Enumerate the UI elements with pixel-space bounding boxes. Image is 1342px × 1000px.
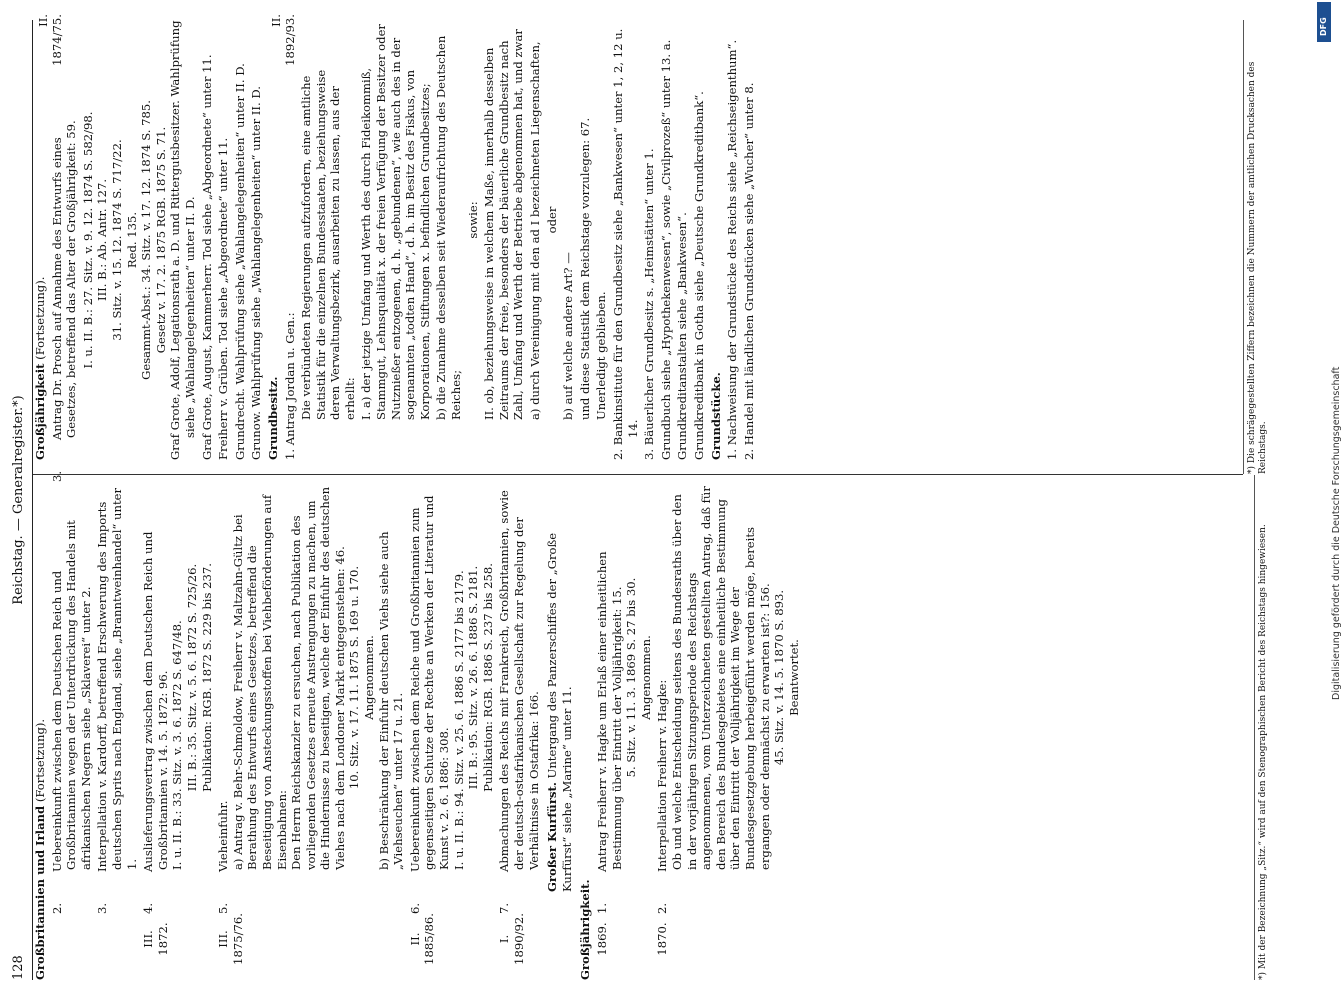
- entry-text: Auslieferungsvertrag zwischen dem Deutschen Reich und Großbritannien v. 14. 5. 1872: 96.: [141, 531, 170, 872]
- entry-sub-line: Den Herrn Reichskanzler zu ersuchen, nach Publikation des vorliegenden Gesetzes erneute Anstrengungen zu machen, um die Hindernisse zu beseitigen, welche der Einfuhr des deutschen Viehes nach dem Londoner Markt entgegenstehen: 46.: [289, 486, 347, 870]
- entry-sub-line: Publikation: RGB. 1872 S. 229 bis 237.: [199, 563, 214, 792]
- entry-list: [595, 485, 801, 980]
- entry-text: Die verbündeten Regierungen aufzufordern, eine amtliche Statistik für die einzelnen Bundesstaaten, beziehungsweise deren Verwaltungsbezirk, ausarbeiten zu lassen, aus der erhellt:: [299, 69, 357, 420]
- entry-sub-line: Ob und welche Entscheidung seitens des Bundesraths über den in der vorjährigen Sitzungsperiode des Reichstags angenommenen, vom Unterzeichneten gestellten Antrag, daß für den Bereich des Bundesgebietes eine einheitliche Bestimmung über den Eintritt der Volljährigkeit im Wege der Bundesgesetzgebung herbeigeführt werden möge, bereits ergangen oder demnächst zu erwarten ist?: 156.: [669, 486, 772, 870]
- entry-text: Graf Grote, Adolf, Legationsrath a. D. und Rittergutsbesitzer. Wahlprüfung siehe „Wahlangelegenheiten“ unter II. D.: [168, 20, 197, 460]
- section-suffix: (Fortsetzung).: [33, 718, 47, 803]
- entry-body: [95, 485, 139, 914]
- entry-head: Großer Kurfürst.: [545, 782, 560, 892]
- entry-number: 7.: [497, 902, 512, 914]
- margin-year: I. 1890/92.: [497, 913, 526, 965]
- entry-sub-line: 10. Sitz. v. 17. 11. 1875 S. 169 u. 170.: [347, 565, 362, 790]
- register-entry: [50, 485, 94, 980]
- entry-sub-list: [81, 20, 169, 460]
- page-number: 128: [11, 955, 26, 980]
- entry-sub-line: Angenommen.: [638, 635, 653, 720]
- entry-sub-line: II. ob, beziehungsweise in welchem Maße, innerhalb desselben Zeitraums der freie, besonders der bäuerliche Grundbesitz nach Zahl, Umfang und Werth der Betriebe abgenommen hat, und zwar: [482, 29, 526, 420]
- dfg-logo-text: DFG: [1319, 17, 1328, 36]
- register-entry: [497, 485, 541, 980]
- section-title: Großbritannien und Irland: [33, 805, 47, 980]
- margin-year: II. 1892/93.: [268, 14, 298, 66]
- footnote: *) Mit der Bezeichnung „Sitz.“ wird auf den Stenographischen Bericht des Reichstags hingewiesen.: [1254, 475, 1269, 980]
- entry-sub-line: I. u. II. B.: 33. Sitz. v. 3. 6. 1872 S. 647/48.: [170, 620, 185, 870]
- entry-text: Freiherr v. Grüben. Tod siehe „Abgeordnete“ unter 11.: [216, 137, 231, 460]
- entry-head: Grundstücke.: [708, 372, 723, 460]
- register-entry: [655, 485, 801, 980]
- entry-text: Vieheinfuhr.: [216, 800, 231, 872]
- entry-body: [655, 485, 670, 914]
- entry-sub-line: sowie:: [465, 201, 480, 239]
- margin-year: III. 1875/76.: [216, 913, 245, 965]
- entry-sub-line: b) Beschränkung der Einfuhr deutschen Viehs siehe auch „Viehseuchen“ unter 17 u. 21.: [376, 531, 406, 870]
- entry-body: [141, 485, 170, 914]
- entry-text: 1. Nachweisung der Grundstücke des Reichs siehe „Reichseigenthum“.: [725, 39, 740, 460]
- entry-sub-line: b) auf welche andere Art? —: [561, 252, 576, 420]
- entry-number: 4.: [141, 902, 156, 914]
- entry-sub-line: Beantwortet.: [786, 639, 801, 716]
- entry-text: Interpellation v. Kardorff, betreffend Erschwerung des Imports deutschen Sprits nach England, siehe „Branntweinhandel“ unter 1.: [95, 487, 139, 872]
- entry-text: 3. Bäuerlicher Grundbesitz s. „Heimstätten“ unter 1.: [642, 148, 657, 460]
- entry-text: 1. Antrag Jordan u. Gen.:: [282, 312, 297, 460]
- entry-body: [497, 485, 541, 914]
- register-entry: [595, 485, 653, 980]
- entry-sub-line: 45. Sitz. v. 14. 5. 1870 S. 893.: [772, 589, 787, 766]
- entry-text: Grundkreditbank in Gotha siehe „Deutsche Grundkreditbank“.: [691, 91, 706, 460]
- entry-sub-line: oder: [544, 206, 559, 234]
- entry-sub-line: Publikation: RGB. 1886 S. 237 bis 258.: [480, 563, 495, 792]
- margin-year: II. 1874/75.: [35, 14, 65, 66]
- entry-text: Graf Grote, August, Kammerherr. Tod siehe „Abgeordnete“ unter 11.: [199, 54, 214, 460]
- left-column: [33, 475, 1268, 980]
- entry-sub-line: 5. Sitz. v. 11. 3. 1869 S. 27 bis 30.: [624, 577, 639, 778]
- entry-sub-line: Gesammt-Abst.: 34. Sitz. v. 17. 12. 1874 S. 785.: [139, 100, 154, 380]
- entry-number: 3.: [95, 902, 110, 914]
- entry-sub-line: I. u. II. B.: 94. Sitz. v. 25. 6. 1886 S. 2177 bis 2179.: [451, 570, 466, 870]
- entry-sub-line: 31. Sitz. v. 15. 12. 1874 S. 717/22.: [109, 139, 124, 341]
- entry-number: 2.: [655, 902, 670, 914]
- entry-sub-line: Red. 135.: [124, 211, 139, 269]
- entry-body: [594, 485, 624, 914]
- dfg-logo: [1317, 2, 1331, 42]
- entry-sub-line: Gesetz v. 17. 2. 1875 RGB. 1875 S. 71.: [153, 126, 168, 354]
- margin-year: II. 1885/86.: [407, 913, 437, 965]
- register-entry: [141, 485, 214, 980]
- entry-text: Grundkreditanstalten siehe „Bankwesen“.: [675, 212, 690, 460]
- entry-text: Grunow. Wahlprüfung siehe „Wahlangelegenheiten“ unter II. D.: [249, 86, 264, 460]
- entry-text: 2. Bankinstitute für den Grundbesitz siehe „Bankwesen“ unter 1, 2, 12 u. 14.: [610, 28, 640, 460]
- entry-text: Interpellation Freiherr v. Hagke:: [655, 679, 670, 872]
- entry-sub-line: III. B.: 35. Sitz. v. 5. 6. 1872 S. 725/26.: [184, 563, 199, 792]
- entry-number: 2.: [49, 902, 64, 914]
- entry-sub-line: b) die Zunahme desselben seit Wiederaufrichtung des Deutschen Reiches;: [434, 35, 464, 420]
- entry-list: [50, 485, 542, 980]
- entry-body: [49, 485, 94, 914]
- entry-text: Untergang des Panzerschiffes der „Große Kurfürst“ siehe „Marine“ unter 11.: [545, 532, 574, 892]
- imprint-strip: [1317, 60, 1342, 700]
- entry-text: Grundrecht. Wahlprüfung siehe „Wahlangelegenheiten“ unter II. D.: [232, 63, 247, 460]
- entry-head: Großjährigkeit.: [578, 879, 593, 980]
- section-title: Großjährigkeit: [33, 363, 47, 460]
- entry-number: 3.: [49, 470, 64, 482]
- entry-sub-line: I. u. II. B.: 27. Sitz. v. 9. 12. 1874 S. 582/98.: [80, 111, 95, 369]
- entry-text: 2. Handel mit ländlichen Grundstücken siehe „Wucher“ unter 8.: [741, 82, 756, 460]
- entry-sub-line: I. a) der jetzige Umfang und Werth des durch Fideikommiß, Stammgut, Lehnsqualität x. der freien Verfügung der Besitzer oder Nutznießer entzogenen, d. h. „gebundenen“, wie auch des in der sogenannten „todten Hand“, d. h. im Besitz des Fiskus, von Korporationen, Stiftungen x. befindlichen Grundbesitzes;: [359, 24, 432, 420]
- entry-sub-line: a) Antrag v. Behr-Schmoldow, Freiherr v. Maltzahn-Gültz bei Berathung des Entwurfs eines Gesetzes, betreffend die Beseitigung von Ansteckungsstoffen bei Viehbeförderungen auf Eisenbahnen:: [230, 494, 289, 870]
- register-entry: [408, 485, 496, 980]
- entry-body: [407, 485, 452, 914]
- register-entry: [95, 485, 139, 980]
- margin-year: 1870.: [655, 922, 670, 956]
- entry-text: Uebereinkunft zwischen dem Reiche und Großbritannien zum gegenseitigen Schutze der Rechte an Werken der Literatur und Kunst v. 2. 6. 1886: 308.: [407, 495, 452, 872]
- entry-text: Antrag Dr. Prosch auf Annahme des Entwurfs eines Gesetzes, betreffend das Alter der Großjährigkeit: 59.: [49, 120, 79, 440]
- entry-text: Antrag Freiherr v. Hagke um Erlaß einer einheitlichen Bestimmung über Eintritt der Volljährigkeit: 15.: [594, 551, 624, 872]
- entry-sub-line: a) durch Vereinigung mit den ad I bezeichneten Liegenschaften,: [528, 41, 542, 420]
- running-title: Reichstag. — Generalregister.*): [11, 395, 26, 605]
- entry-sub-line: und diese Statistik dem Reichstage vorzulegen: 67.: [577, 117, 592, 420]
- register-entry: [216, 485, 406, 980]
- entry-sub-line: Unerledigt geblieben.: [594, 291, 609, 420]
- entry-number: 6.: [407, 902, 422, 914]
- entry-text: Abmachungen des Reichs mit Frankreich, Großbritannien, sowie der deutsch-ostafrikanischen Gesellschaft zur Regelung der Verhältnisse in Ostafrika: 166.: [497, 490, 541, 872]
- entry-sub-line: III. B.: Ab. Antr. 127.: [95, 178, 110, 302]
- section-suffix: (Fortsetzung).: [33, 276, 47, 360]
- entry-number: 1.: [594, 902, 609, 914]
- margin-year: III. 1872.: [141, 922, 170, 956]
- right-column: [33, 14, 1268, 482]
- page-header: [10, 20, 33, 980]
- entry-text: Uebereinkunft zwischen dem Deutschen Reich und Großbritannien wegen der Unterdrückung des Handels mit afrikanischen Negern siehe „Sklaverei“ unter 2.: [49, 520, 93, 872]
- entry-sub-line: Angenommen.: [362, 635, 377, 720]
- entry-sub-line: III. B.: 95. Sitz. v. 26. 6. 1886 S. 2181.: [466, 565, 481, 790]
- footnote: *) Die schrägegestellten Ziffern bezeichnen die Nummern der amtlichen Drucksachen des Reichstags.: [1243, 20, 1269, 474]
- entry-head: Grundbesitz.: [265, 376, 280, 460]
- margin-year: 1869.: [594, 922, 609, 956]
- entry-body: [216, 485, 231, 914]
- entry-sub-list: [359, 20, 609, 460]
- entry-number: 5.: [216, 902, 231, 914]
- entry-text: Grundbuch siehe „Hypothekenwesen“, sowie „Civilprozeß“ unter 13. a.: [658, 39, 673, 460]
- imprint-text: Digitalisierung gefördert durch die Deutsche Forschungsgemeinschaft: [1331, 366, 1342, 700]
